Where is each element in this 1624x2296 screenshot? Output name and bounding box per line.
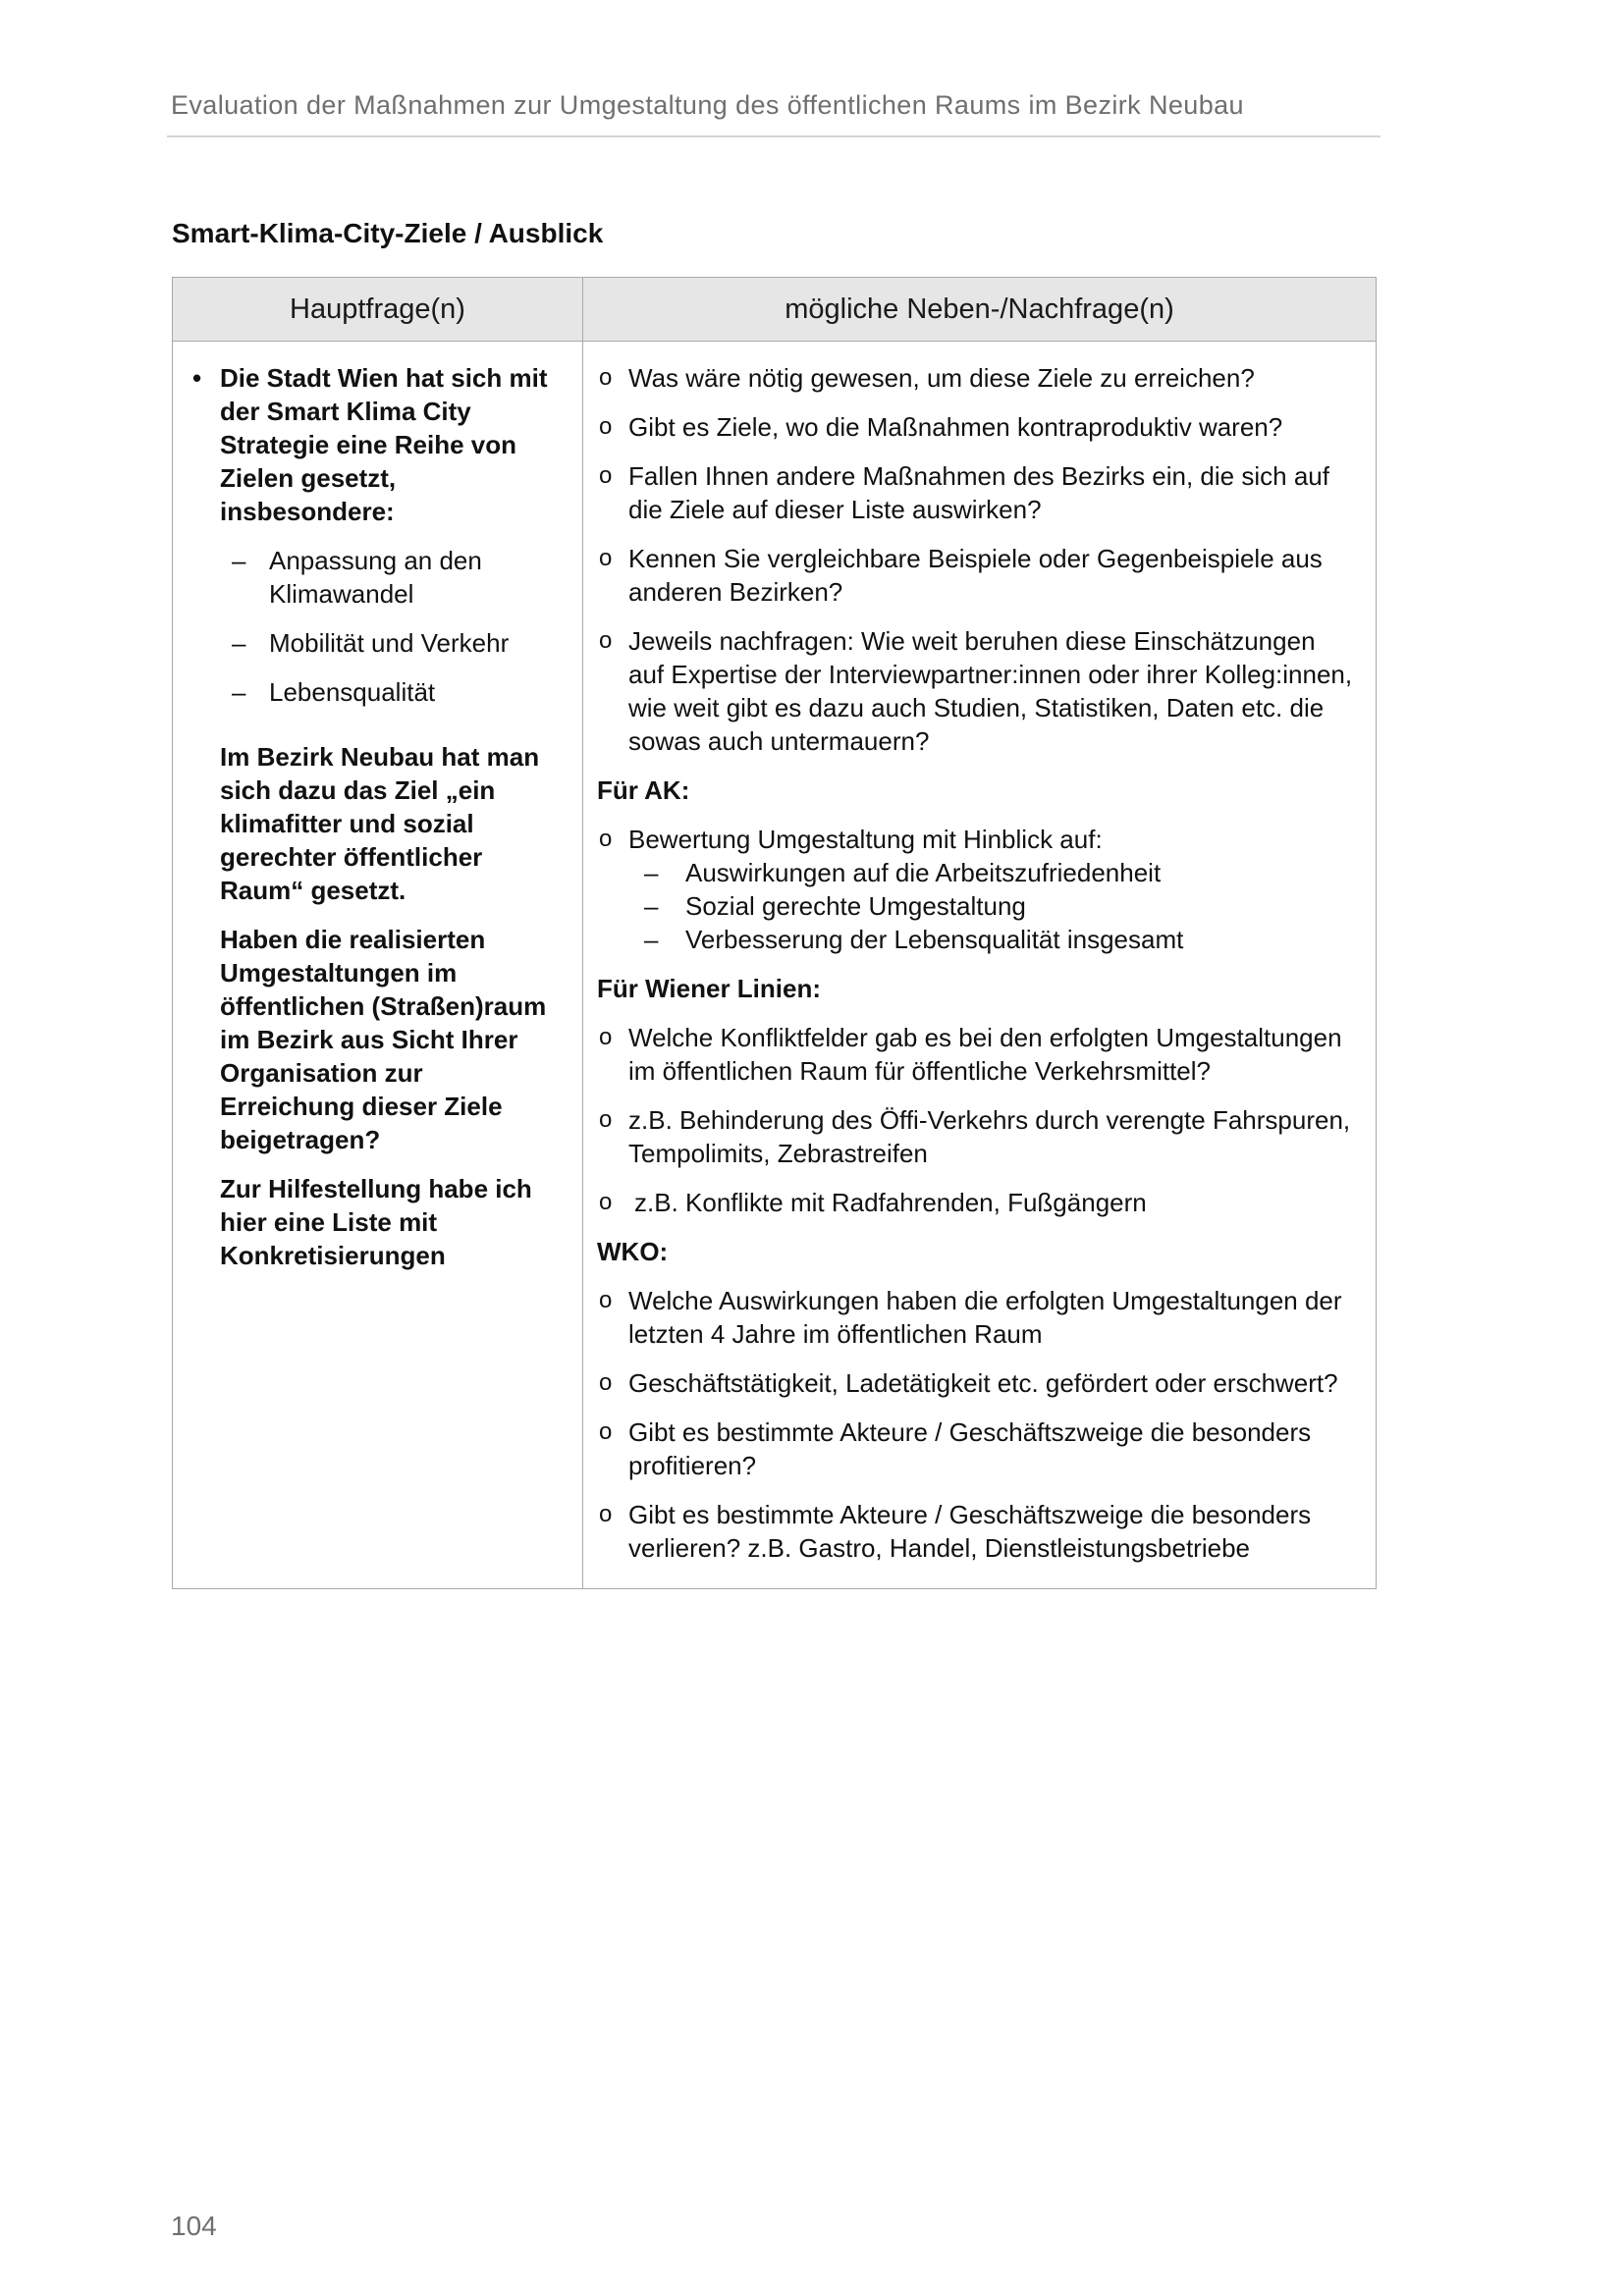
circle-bullet-icon: o: [599, 826, 613, 852]
header-divider: [167, 135, 1380, 137]
circle-bullet-icon: o: [599, 364, 613, 391]
section-title: Smart-Klima-City-Ziele / Ausblick: [172, 218, 604, 248]
group-label-wiener-linien: Für Wiener Linien:: [597, 974, 821, 1003]
circle-bullet-icon: o: [599, 1501, 613, 1527]
contribution-question: Haben die realisierten Umgestaltungen im öffentlichen (Straßen)raum im Bezirk aus Sicht Ihrer Organisation zur Erreichung dieser Ziele beigetragen?: [220, 925, 547, 1154]
circle-bullet-icon: o: [599, 1369, 613, 1396]
running-header: Evaluation der Maßnahmen zur Umgestaltung des öffentlichen Raums im Bezirk Neubau: [171, 90, 1244, 120]
main-question-cell: [173, 342, 583, 1589]
list-item: o z.B. Behinderung des Öffi-Verkehrs durch verengte Fahrspuren, Tempolimits, Zebrastreifen: [599, 1105, 1351, 1168]
list-item: o Geschäftstätigkeit, Ladetätigkeit etc. gefördert oder erschwert?: [599, 1368, 1338, 1398]
interview-guide-table: [172, 277, 1377, 1589]
circle-bullet-icon: o: [599, 1189, 613, 1215]
list-item: – Auswirkungen auf die Arbeitszufriedenheit: [644, 858, 1162, 887]
list-item: o Welche Konfliktfelder gab es bei den erfolgten Umgestaltungen im öffentlichen Raum für öffentliche Verkehrsmittel?: [599, 1023, 1342, 1086]
circle-bullet-icon: o: [599, 627, 613, 654]
circle-bullet-icon: o: [599, 1024, 613, 1050]
list-item: – Mobilität und Verkehr: [232, 628, 510, 658]
list-item: o Kennen Sie vergleichbare Beispiele oder Gegenbeispiele aus anderen Bezirken?: [599, 544, 1323, 607]
group-label-ak: Für AK:: [597, 775, 690, 805]
list-item: o Welche Auswirkungen haben die erfolgten Umgestaltungen der letzten 4 Jahre im öffentlichen Raum: [599, 1286, 1342, 1349]
bullet-icon: •: [192, 363, 202, 393]
goal-list: [220, 544, 565, 709]
column-header-followups: mögliche Neben-/Nachfrage(n): [583, 278, 1377, 342]
main-question: [187, 361, 565, 1272]
list-item: o Gibt es bestimmte Akteure / Geschäftszweige die besonders profitieren?: [599, 1417, 1312, 1480]
list-item: – Anpassung an den Klimawandel: [232, 546, 482, 609]
list-item: – Verbesserung der Lebensqualität insgesamt: [644, 925, 1184, 954]
helper-note: Zur Hilfestellung habe ich hier eine Liste mit Konkretisierungen: [220, 1174, 532, 1270]
table-row: [173, 342, 1377, 1589]
list-item: o z.B. Konflikte mit Radfahrenden, Fußgängern: [599, 1188, 1147, 1217]
group-label-wko: WKO:: [597, 1237, 669, 1266]
circle-bullet-icon: o: [599, 1106, 613, 1133]
followup-cell: [583, 342, 1377, 1589]
column-header-main: Hauptfrage(n): [173, 278, 583, 342]
circle-bullet-icon: o: [599, 413, 613, 440]
list-item: – Lebensqualität: [232, 677, 436, 707]
ak-aspect-list: [597, 856, 1354, 956]
circle-bullet-icon: o: [599, 1287, 613, 1313]
district-goal-paragraph: Im Bezirk Neubau hat man sich dazu das Ziel „ein klimafitter und sozial gerechter öffentlicher Raum“ gesetzt.: [220, 742, 540, 905]
page-number: 104: [171, 2211, 217, 2241]
table-header-row: [173, 278, 1377, 342]
list-item: – Sozial gerechte Umgestaltung: [644, 891, 1026, 921]
circle-bullet-icon: o: [599, 545, 613, 571]
list-item: o Fallen Ihnen andere Maßnahmen des Bezirks ein, die sich auf die Ziele auf dieser Liste auswirken?: [599, 461, 1329, 524]
list-item: o Gibt es bestimmte Akteure / Geschäftszweige die besonders verlieren? z.B. Gastro, Handel, Dienstleistungsbetriebe: [599, 1500, 1312, 1563]
list-item: o Gibt es Ziele, wo die Maßnahmen kontraproduktiv waren?: [599, 412, 1283, 442]
list-item: o Jeweils nachfragen: Wie weit beruhen diese Einschätzungen auf Expertise der Interviewpartner:innen oder ihrer Kolleg:innen, wie weit gibt es dazu auch Studien, Statistiken, Daten etc. die sowas auch untermauern?: [599, 626, 1353, 756]
list-item: o Bewertung Umgestaltung mit Hinblick auf:: [599, 825, 1103, 854]
circle-bullet-icon: o: [599, 462, 613, 489]
circle-bullet-icon: o: [599, 1418, 613, 1445]
list-item: o Was wäre nötig gewesen, um diese Ziele zu erreichen?: [599, 363, 1255, 393]
main-question-intro: Die Stadt Wien hat sich mit der Smart Klima City Strategie eine Reihe von Zielen gesetzt, insbesondere:: [220, 363, 548, 526]
